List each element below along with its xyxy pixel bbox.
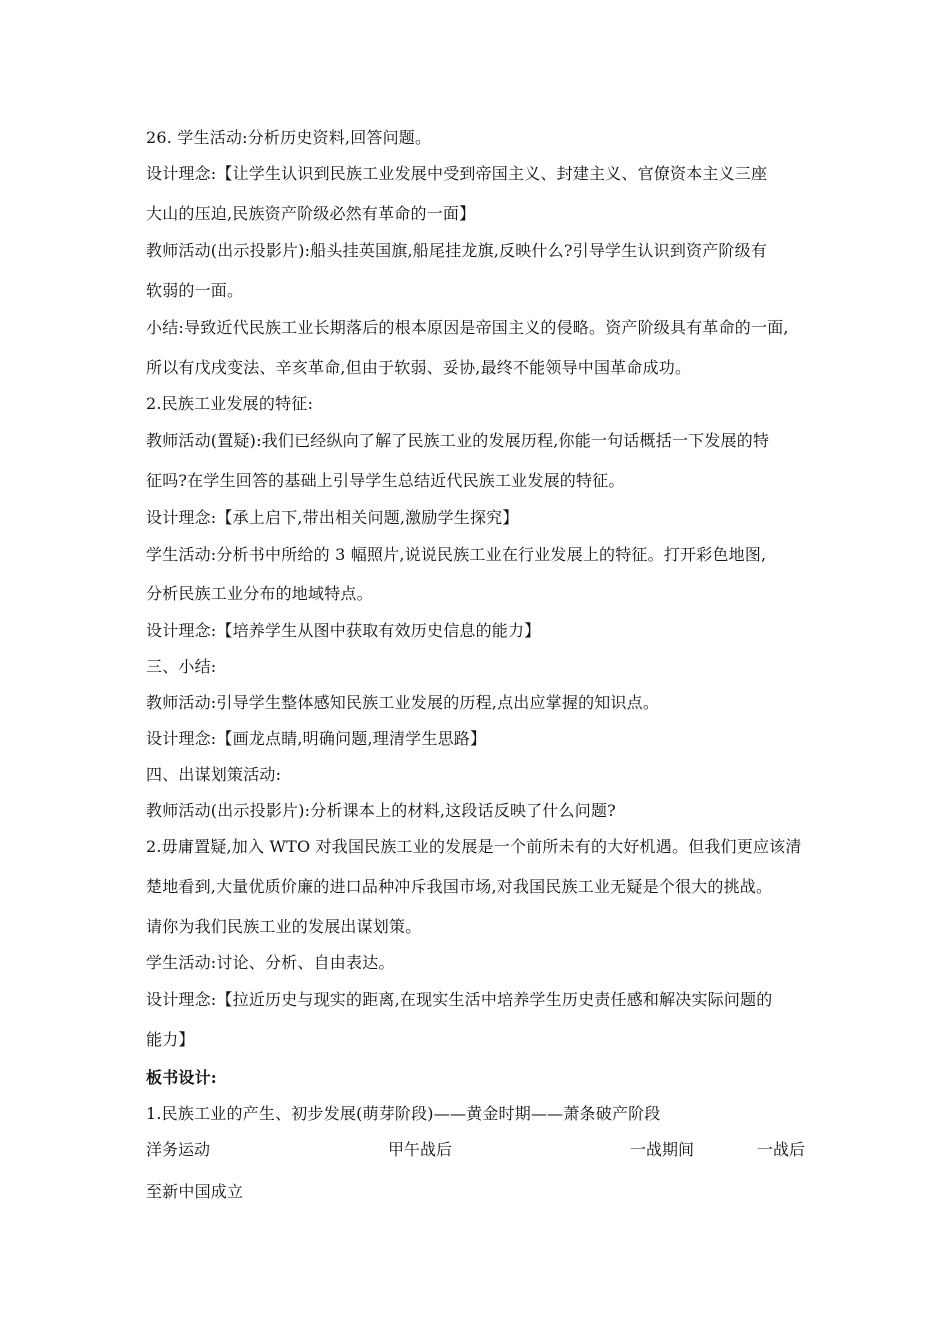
paragraph-line: 所以有戊戌变法、辛亥革命,但由于软弱、妥协,最终不能领导中国革命成功。 [146, 358, 692, 377]
board-design-heading: 板书设计: [146, 1068, 217, 1087]
board-line-stages: 1.民族工业的产生、初步发展(萌芽阶段)——黄金时期——萧条破产阶段 [146, 1104, 661, 1123]
paragraph-line: 设计理念:【承上启下,带出相关问题,激励学生探究】 [146, 508, 519, 527]
board-period-yangwu: 洋务运动 [146, 1140, 211, 1159]
paragraph-line: 设计理念:【培养学生从图中获取有效历史信息的能力】 [146, 621, 541, 640]
paragraph-line: 分析民族工业分布的地域特点。 [146, 584, 373, 603]
paragraph-line: 学生活动:讨论、分析、自由表达。 [146, 953, 395, 972]
paragraph-line: 设计理念:【画龙点睛,明确问题,理清学生思路】 [146, 729, 487, 748]
paragraph-line: 小结:导致近代民族工业长期落后的根本原因是帝国主义的侵略。资产阶级具有革命的一面, [146, 318, 789, 337]
board-period-ww1-during: 一战期间 [630, 1140, 695, 1159]
paragraph-line: 请你为我们民族工业的发展出谋划策。 [146, 917, 422, 936]
paragraph-line: 教师活动(置疑):我们已经纵向了解了民族工业的发展历程,你能一句话概括一下发展的特 [146, 431, 770, 450]
paragraph-line: 征吗?在学生回答的基础上引导学生总结近代民族工业发展的特征。 [146, 471, 625, 490]
board-period-jiawu: 甲午战后 [388, 1140, 453, 1159]
board-period-ww1-after: 一战后 [757, 1140, 806, 1159]
paragraph-line: 能力】 [146, 1030, 195, 1049]
paragraph-line: 学生活动:分析书中所给的 3 幅照片,说说民族工业在行业发展上的特征。打开彩色地图, [146, 545, 767, 564]
paragraph-line: 教师活动:引导学生整体感知民族工业发展的历程,点出应掌握的知识点。 [146, 693, 660, 712]
paragraph-line: 26. 学生活动:分析历史资料,回答问题。 [146, 128, 432, 147]
board-period-continuation: 至新中国成立 [146, 1182, 244, 1201]
section-heading: 三、小结: [146, 657, 217, 676]
paragraph-line: 教师活动(出示投影片):分析课本上的材料,这段话反映了什么问题? [146, 801, 616, 820]
paragraph-line: 软弱的一面。 [146, 281, 244, 300]
paragraph-line: 楚地看到,大量优质价廉的进口品种冲斥我国市场,对我国民族工业无疑是个很大的挑战。 [146, 877, 773, 896]
section-heading: 2.民族工业发展的特征: [146, 394, 314, 413]
paragraph-line: 设计理念:【让学生认识到民族工业发展中受到帝国主义、封建主义、官僚资本主义三座 [146, 164, 768, 183]
paragraph-line: 教师活动(出示投影片):船头挂英国旗,船尾挂龙旗,反映什么?引导学生认识到资产阶级有 [146, 241, 768, 260]
section-heading: 四、出谋划策活动: [146, 765, 282, 784]
paragraph-line: 设计理念:【拉近历史与现实的距离,在现实生活中培养学生历史责任感和解决实际问题的 [146, 990, 773, 1009]
paragraph-line: 2.毋庸置疑,加入 WTO 对我国民族工业的发展是一个前所未有的大好机遇。但我们更应该清 [146, 837, 802, 856]
paragraph-line: 大山的压迫,民族资产阶级必然有革命的一面】 [146, 204, 476, 223]
